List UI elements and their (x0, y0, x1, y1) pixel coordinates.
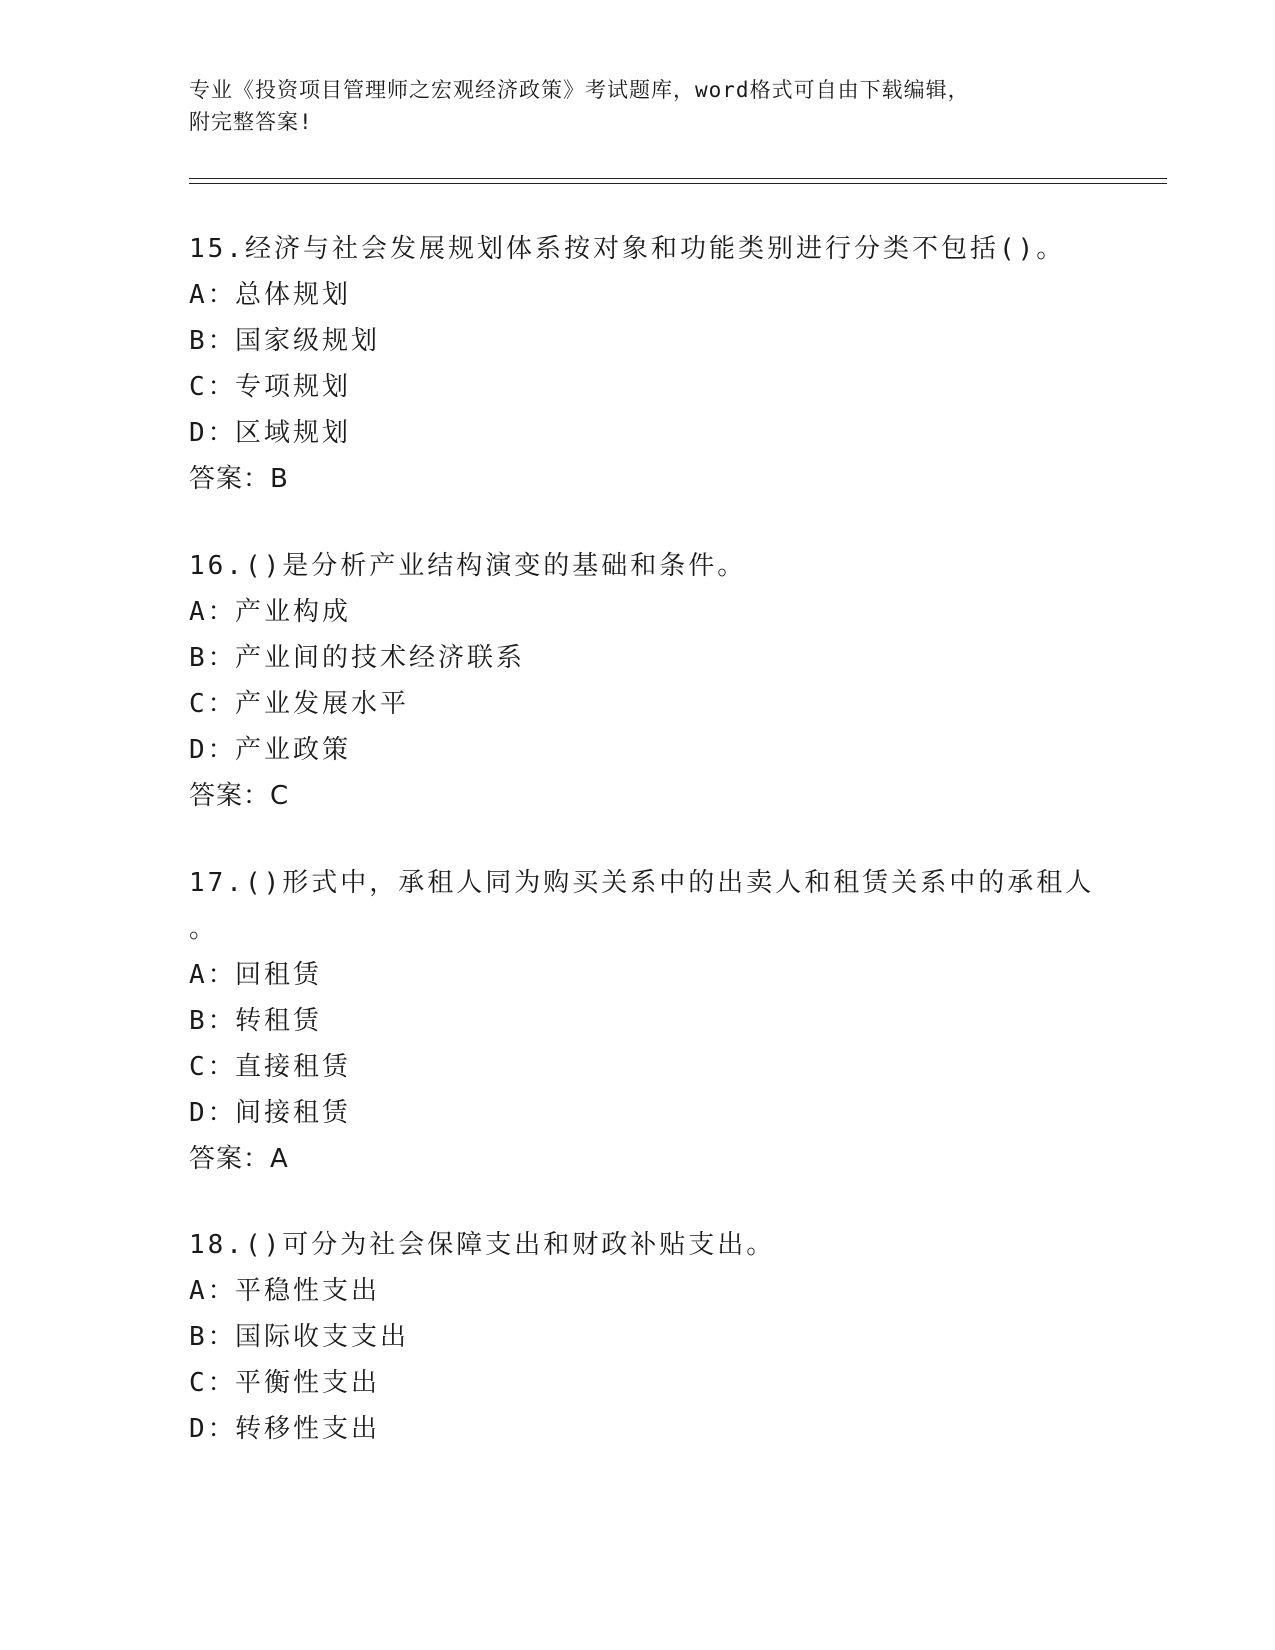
option-text: 区域规划 (235, 418, 352, 448)
option-c (189, 681, 1109, 727)
option-label: B： (189, 326, 237, 356)
option-text: 平稳性支出 (235, 1276, 381, 1306)
option-text: 产业间的技术经济联系 (235, 643, 526, 673)
option-label: A： (189, 960, 237, 990)
answer-line: 答案：A (189, 1144, 289, 1174)
option-d (189, 727, 1109, 773)
question-16 (189, 543, 1109, 819)
option-label: A： (189, 597, 237, 627)
question-stem: 18.()可分为社会保障支出和财政补贴支出。 (189, 1230, 776, 1260)
option-label: D： (189, 735, 237, 765)
option-c (189, 1044, 1109, 1090)
question-17 (189, 860, 1109, 1182)
option-text: 专项规划 (235, 372, 352, 402)
option-a (189, 952, 1109, 998)
option-text: 国家级规划 (235, 326, 381, 356)
option-label: B： (189, 643, 237, 673)
question-stem-continuation: 。 (189, 914, 219, 944)
answer-line: 答案：B (189, 464, 289, 494)
option-text: 产业发展水平 (235, 689, 410, 719)
option-a (189, 1268, 1109, 1314)
option-label: C： (189, 689, 237, 719)
header-divider-bottom (189, 183, 1167, 184)
question-stem: 15.经济与社会发展规划体系按对象和功能类别进行分类不包括()。 (189, 234, 1066, 264)
header-line-1: 专业《投资项目管理师之宏观经济政策》考试题库，word格式可自由下载编辑， (189, 78, 970, 102)
option-b (189, 998, 1109, 1044)
question-stem: 17.()形式中，承租人同为购买关系中的出卖人和租赁关系中的承租人 (189, 868, 1095, 898)
question-stem: 16.()是分析产业结构演变的基础和条件。 (189, 551, 747, 581)
option-label: D： (189, 1414, 237, 1444)
option-d (189, 1090, 1109, 1136)
option-label: B： (189, 1006, 237, 1036)
option-text: 转移性支出 (235, 1414, 381, 1444)
option-label: A： (189, 1276, 237, 1306)
document-header (189, 74, 1089, 138)
option-d (189, 410, 1109, 456)
option-text: 间接租赁 (235, 1098, 352, 1128)
option-label: C： (189, 1368, 237, 1398)
option-b (189, 635, 1109, 681)
header-divider-top (189, 178, 1167, 179)
option-label: D： (189, 418, 237, 448)
option-text: 产业政策 (235, 735, 352, 765)
question-15 (189, 226, 1109, 502)
answer-line: 答案：C (189, 781, 290, 811)
option-text: 直接租赁 (235, 1052, 352, 1082)
option-text: 产业构成 (235, 597, 352, 627)
option-a (189, 272, 1109, 318)
question-18 (189, 1222, 1109, 1452)
option-label: C： (189, 372, 237, 402)
option-c (189, 1360, 1109, 1406)
option-b (189, 1314, 1109, 1360)
option-label: C： (189, 1052, 237, 1082)
option-text: 转租赁 (235, 1006, 323, 1036)
option-b (189, 318, 1109, 364)
option-d (189, 1406, 1109, 1452)
option-a (189, 589, 1109, 635)
header-line-2: 附完整答案! (189, 110, 313, 134)
option-text: 平衡性支出 (235, 1368, 381, 1398)
option-label: B： (189, 1322, 237, 1352)
option-label: A： (189, 280, 237, 310)
option-label: D： (189, 1098, 237, 1128)
option-text: 总体规划 (235, 280, 352, 310)
option-text: 回租赁 (235, 960, 323, 990)
option-text: 国际收支支出 (235, 1322, 410, 1352)
option-c (189, 364, 1109, 410)
